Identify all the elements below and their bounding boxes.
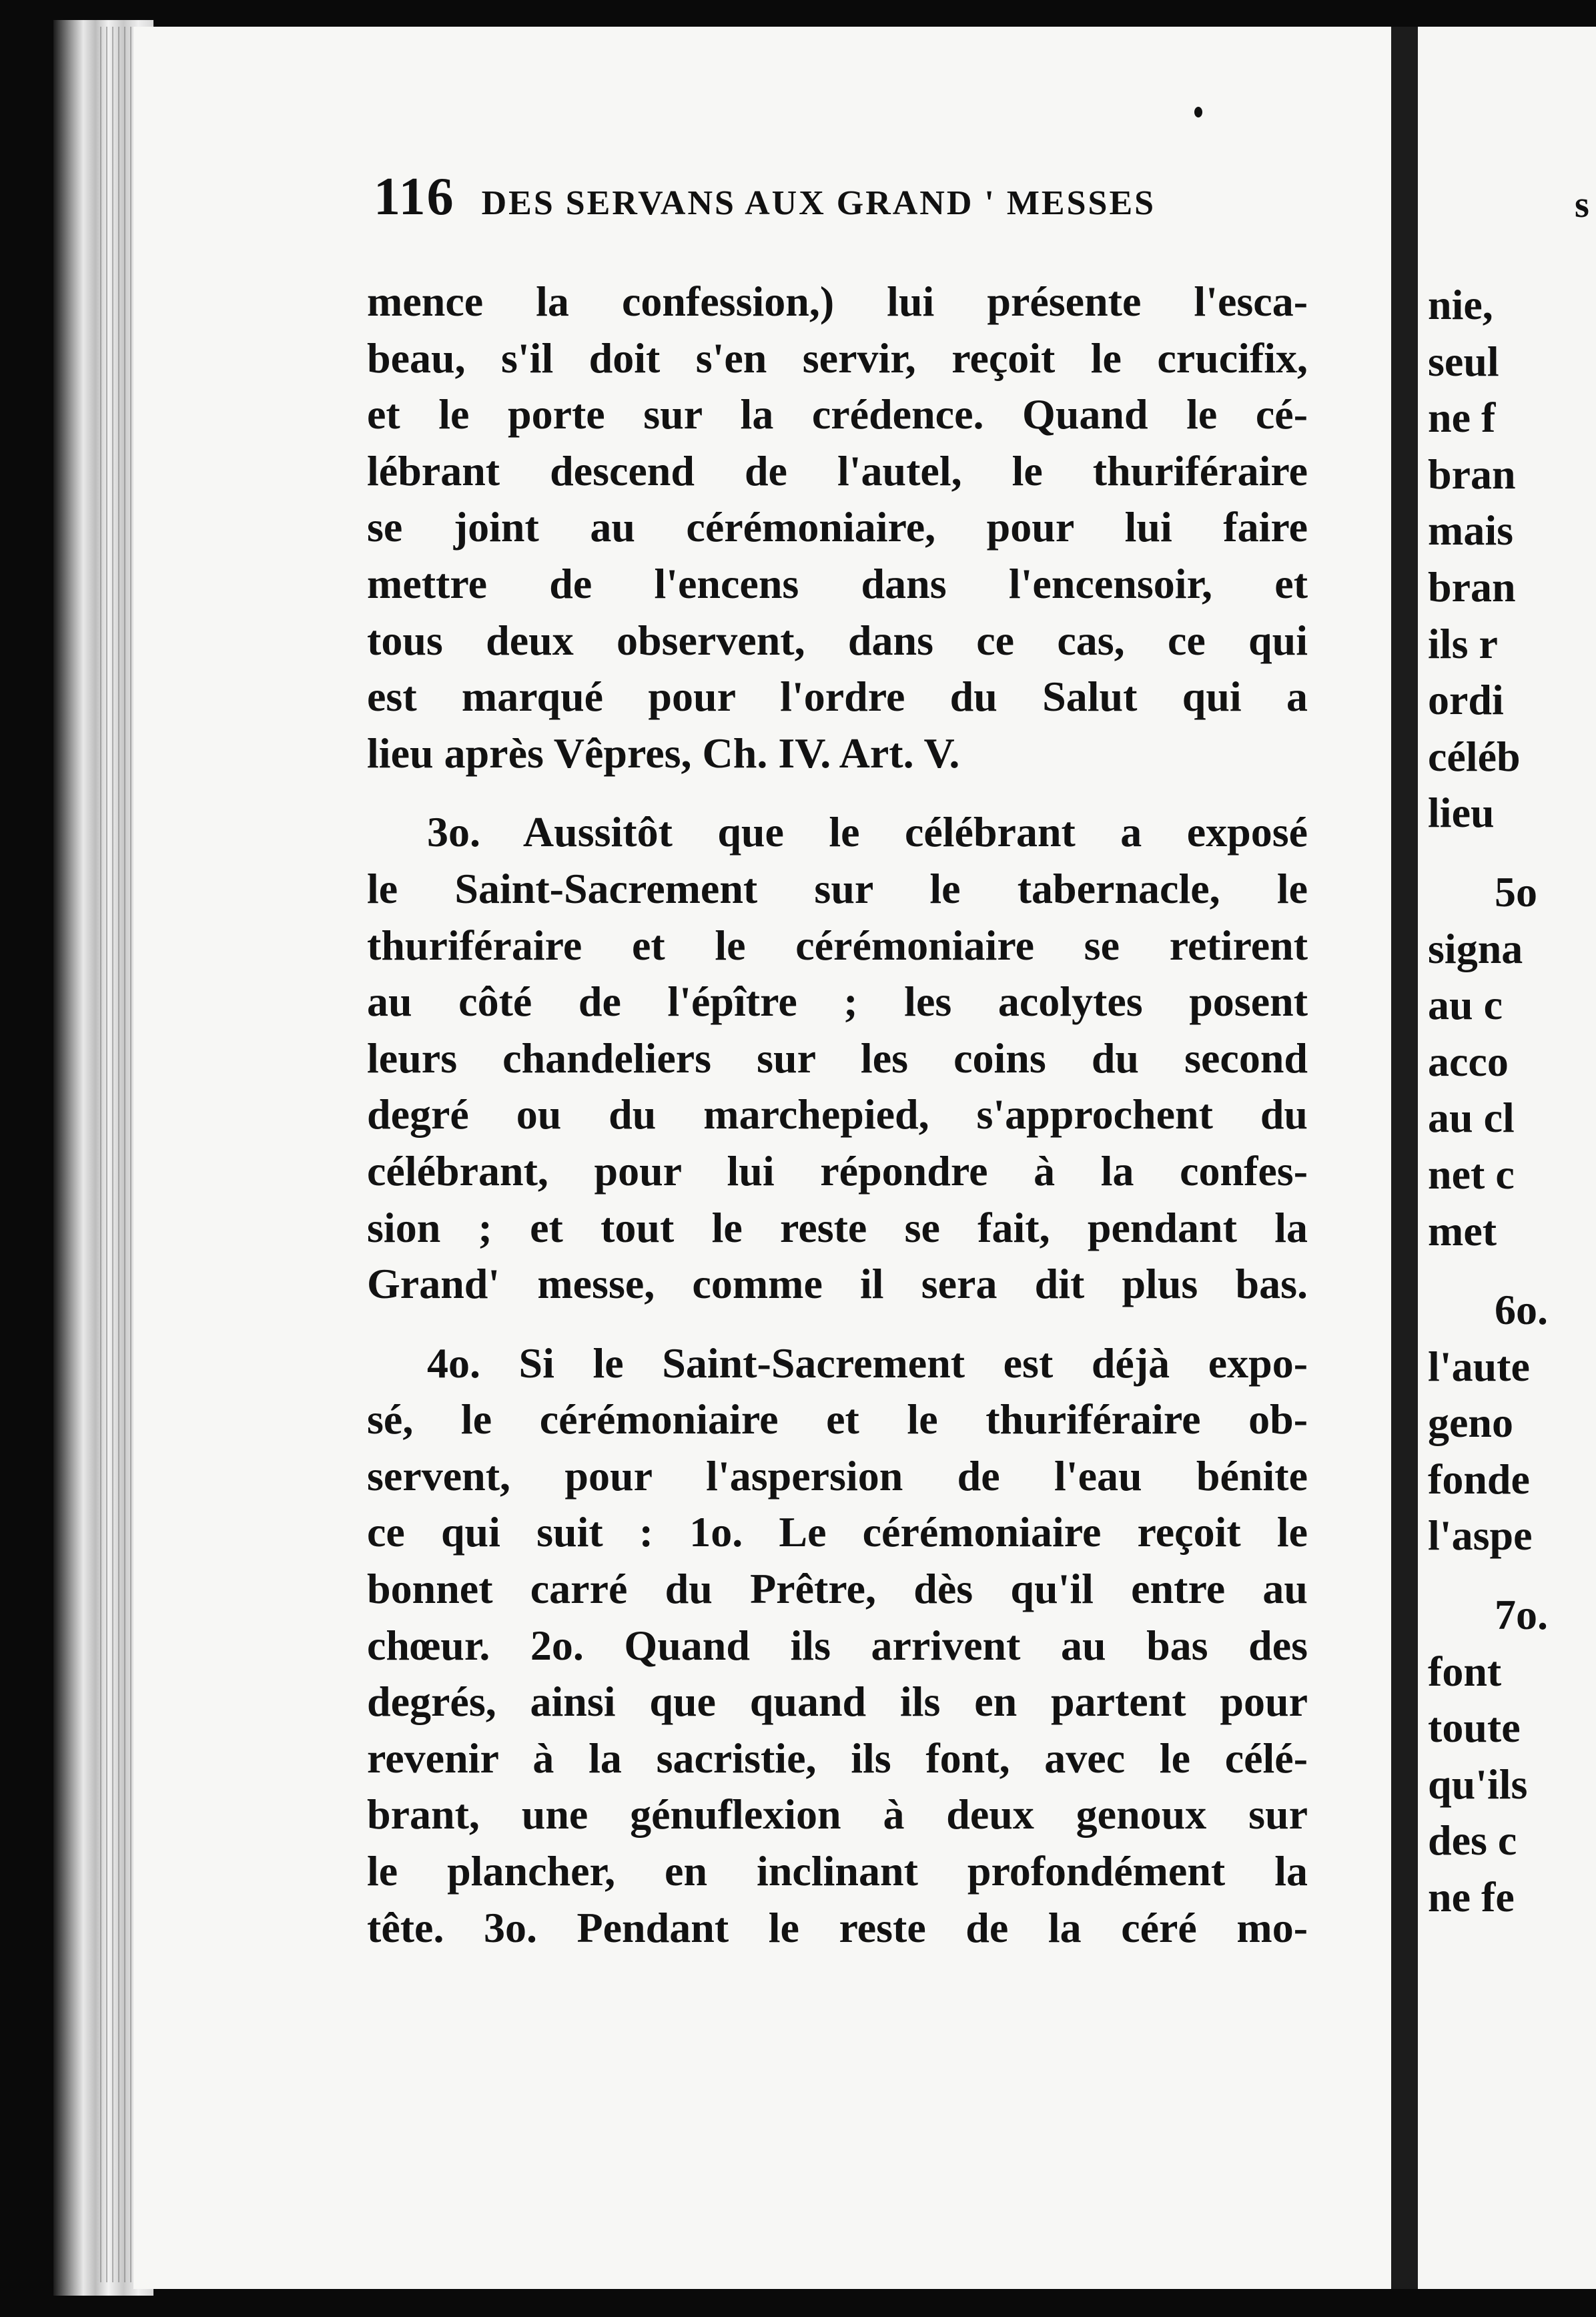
text-fragment: ordi [1428, 676, 1504, 724]
paragraph-2 [367, 804, 1308, 1312]
text-line: lébrant descend de l'autel, le thuriféraire [367, 446, 1308, 494]
text-line: tête. 3o. Pendant le reste de la céré mo- [367, 1903, 1308, 1951]
text-fragment: signa [1428, 924, 1523, 972]
text-line: degré ou du marchepied, s'approchent du [367, 1090, 1308, 1138]
text-line: le plancher, en inclinant profondément la [367, 1847, 1308, 1895]
text-fragment: 6o. [1495, 1286, 1548, 1334]
facing-page-text [1428, 277, 1596, 1926]
text-fragment: fonde [1428, 1455, 1530, 1503]
text-fragment: 7o. [1495, 1591, 1548, 1639]
text-fragment: l'aspe [1428, 1512, 1533, 1560]
text-fragment: net c [1428, 1150, 1515, 1198]
text-fragment: ne f [1428, 394, 1496, 442]
text-line: se joint au cérémoniaire, pour lui faire [367, 503, 1308, 551]
text-line: et le porte sur la crédence. Quand le cé- [367, 390, 1308, 438]
text-fragment: acco [1428, 1037, 1509, 1085]
paragraph-3 [367, 1335, 1308, 1957]
text-fragment: 5o [1495, 868, 1537, 916]
page-number: 116 [374, 168, 455, 226]
text-line: thuriféraire et le cérémoniaire se retirent [367, 921, 1308, 969]
text-line: est marqué pour l'ordre du Salut qui a [367, 673, 1308, 721]
text-line: degrés, ainsi que quand ils en partent pour [367, 1678, 1308, 1726]
gutter-shadow [1391, 27, 1418, 2289]
text-fragment: des c [1428, 1816, 1517, 1865]
text-fragment: font [1428, 1647, 1502, 1695]
text-line: Grand' messe, comme il sera dit plus bas. [367, 1260, 1308, 1308]
text-line: servent, pour l'aspersion de l'eau bénite [367, 1451, 1308, 1500]
text-fragment: ils r [1428, 619, 1498, 667]
text-fragment: céléb [1428, 732, 1521, 780]
text-fragment: ne fe [1428, 1873, 1515, 1921]
paragraph-1 [367, 274, 1308, 781]
text-line: sion ; et tout le reste se fait, pendant la [367, 1203, 1308, 1251]
text-line: mence la confession,) lui présente l'esca- [367, 278, 1308, 325]
text-fragment: toute [1428, 1704, 1521, 1752]
text-line: le Saint-Sacrement sur le tabernacle, le [367, 864, 1308, 912]
print-speck [1194, 107, 1202, 117]
text-line: tous deux observent, dans ce cas, ce qui [367, 616, 1308, 664]
text-fragment: seul [1428, 337, 1499, 385]
text-fragment: mais [1428, 507, 1513, 555]
text-line: revenir à la sacristie, ils font, avec le célé- [367, 1734, 1308, 1782]
text-line: ce qui suit : 1o. Le cérémoniaire reçoit le [367, 1508, 1308, 1556]
text-fragment: bran [1428, 450, 1516, 498]
text-line: 3o. Aussitôt que le célébrant a exposé [427, 808, 1308, 856]
text-line: 4o. Si le Saint-Sacrement est déjà expo- [427, 1339, 1308, 1387]
text-line: chœur. 2o. Quand ils arrivent au bas des [367, 1621, 1308, 1669]
facing-page-header: s [1575, 184, 1589, 226]
text-fragment: l'aute [1428, 1342, 1530, 1390]
text-line: brant, une génuflexion à deux genoux sur [367, 1790, 1308, 1839]
text-fragment: lieu [1428, 789, 1495, 837]
body-text [367, 274, 1308, 1979]
text-fragment: au cl [1428, 1094, 1515, 1142]
text-line: mettre de l'encens dans l'encensoir, et [367, 559, 1308, 607]
text-line: lieu après Vêpres, Ch. IV. Art. V. [367, 729, 960, 777]
text-line: bonnet carré du Prêtre, dès qu'il entre au [367, 1565, 1308, 1613]
text-fragment: met [1428, 1207, 1497, 1255]
text-fragment: bran [1428, 563, 1516, 611]
text-line: leurs chandeliers sur les coins du second [367, 1034, 1308, 1082]
text-line: sé, le cérémoniaire et le thuriféraire ob- [367, 1395, 1308, 1443]
running-head: DES SERVANS AUX GRAND ' MESSES [481, 184, 1156, 222]
text-line: célébrant, pour lui répondre à la confes- [367, 1146, 1308, 1195]
text-fragment: geno [1428, 1399, 1513, 1447]
text-fragment: nie, [1428, 281, 1493, 328]
text-line: beau, s'il doit s'en servir, reçoit le crucifix, [367, 334, 1308, 382]
text-fragment: qu'ils [1428, 1760, 1528, 1808]
text-fragment: au c [1428, 981, 1503, 1029]
page-header [374, 167, 1348, 240]
text-line: au côté de l'épître ; les acolytes posent [367, 978, 1308, 1026]
